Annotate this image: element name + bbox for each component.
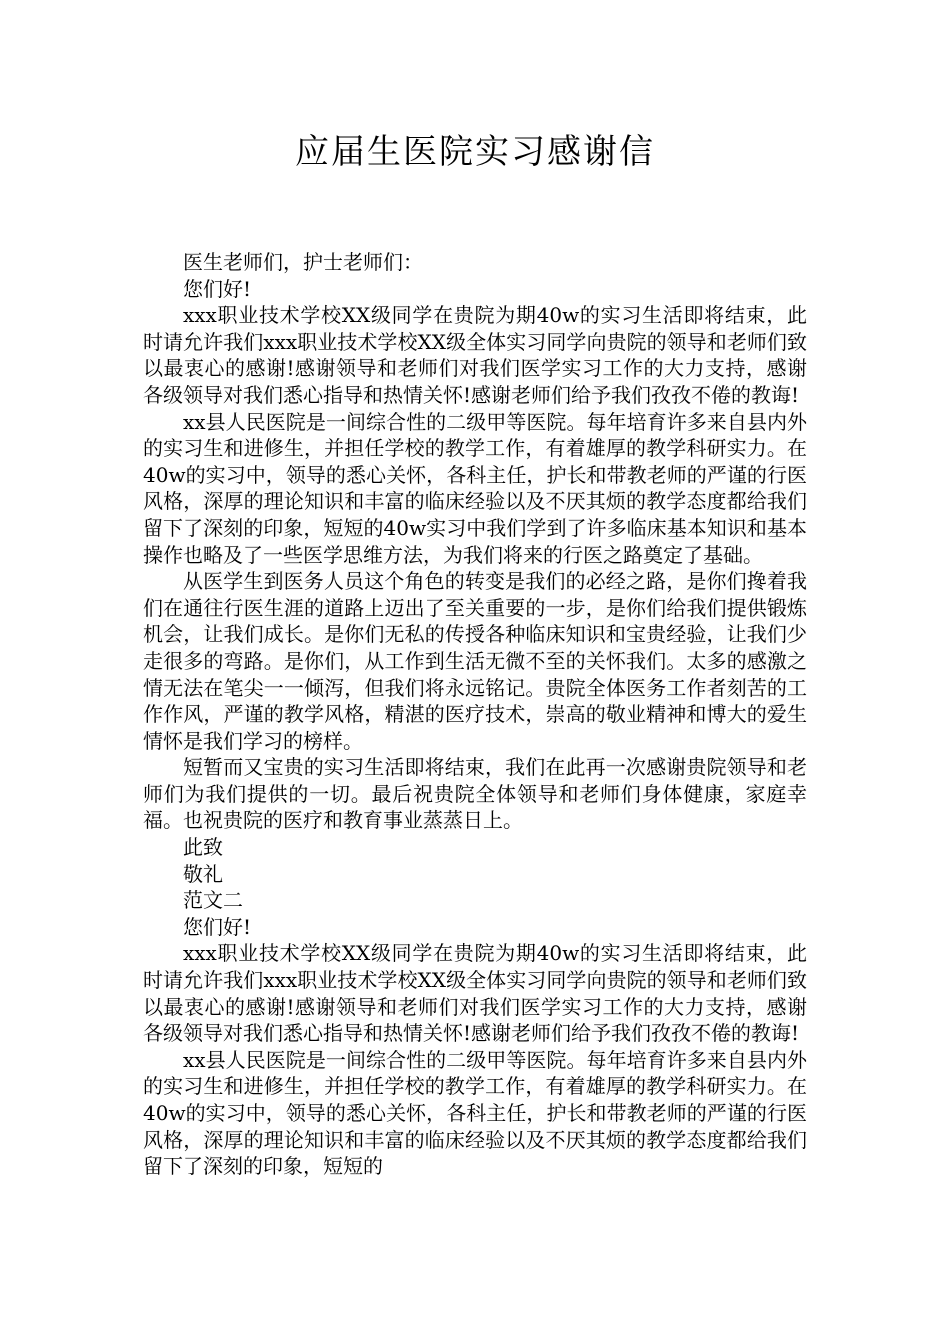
paragraph-thanks: xxx职业技术学校XX级同学在贵院为期40w的实习生活即将结束，此时请允许我们xxx职业技术学校XX级全体实习同学向贵院的领导和老师们致以最衷心的感谢!感谢领导和老师们对我们医学实习工作的大力支持，感谢各级领导对我们悉心指导和热情关怀!感谢老师们给予我们孜孜不倦的教诲! (143, 303, 807, 407)
paragraph-hospital-second: xx县人民医院是一间综合性的二级甲等医院。每年培育许多来自县内外的实习生和进修生，并担任学校的教学工作，有着雄厚的教学科研实力。在40w的实习中，领导的悉心关怀，各科主任，护长和带教老师的严谨的行医风格，深厚的理论知识和丰富的临床经验以及不厌其烦的教学态度都给我们留下了深刻的印象，短短的 (143, 1047, 807, 1179)
paragraph-closing: 短暂而又宝贵的实习生活即将结束，我们在此再一次感谢贵院领导和老师们为我们提供的一切。最后祝贵院全体领导和老师们身体健康，家庭幸福。也祝贵院的医疗和教育事业蒸蒸日上。 (143, 755, 807, 833)
closing-ci-zhi: 此致 (183, 835, 223, 860)
letter-body (143, 249, 807, 1180)
document-title: 应届生医院实习感谢信 (295, 132, 655, 172)
sample-two-heading: 范文二 (183, 888, 243, 913)
paragraph-thanks-second: xxx职业技术学校XX级同学在贵院为期40w的实习生活即将结束，此时请允许我们xxx职业技术学校XX级全体实习同学向贵院的领导和老师们致以最衷心的感谢!感谢领导和老师们对我们医学实习工作的大力支持，感谢各级领导对我们悉心指导和热情关怀!感谢老师们给予我们孜孜不倦的教诲! (143, 941, 807, 1046)
greeting-second: 您们好! (183, 914, 252, 939)
paragraph-growth: 从医学生到医务人员这个角色的转变是我们的必经之路，是你们搀着我们在通往行医生涯的道路上迈出了至关重要的一步，是你们给我们提供锻炼机会，让我们成长。是你们无私的传授各种临床知识和宝贵经验，让我们少走很多的弯路。是你们，从工作到生活无微不至的关怀我们。太多的感激之情无法在笔尖一一倾泻，但我们将永远铭记。贵院全体医务工作者刻苦的工作作风，严谨的教学风格，精湛的医疗技术，崇高的敬业精神和博大的爱生情怀是我们学习的榜样。 (143, 569, 807, 753)
greeting: 您们好! (183, 276, 252, 301)
closing-jing-li: 敬礼 (183, 861, 223, 886)
salutation: 医生老师们，护士老师们： (183, 250, 423, 274)
paragraph-hospital: xx县人民医院是一间综合性的二级甲等医院。每年培育许多来自县内外的实习生和进修生，并担任学校的教学工作，有着雄厚的教学科研实力。在40w的实习中，领导的悉心关怀，各科主任，护长和带教老师的严谨的行医风格，深厚的理论知识和丰富的临床经验以及不厌其烦的教学态度都给我们留下了深刻的印象，短短的40w实习中我们学到了许多临床基本知识和基本操作也略及了一些医学思维方法，为我们将来的行医之路奠定了基础。 (143, 409, 807, 567)
